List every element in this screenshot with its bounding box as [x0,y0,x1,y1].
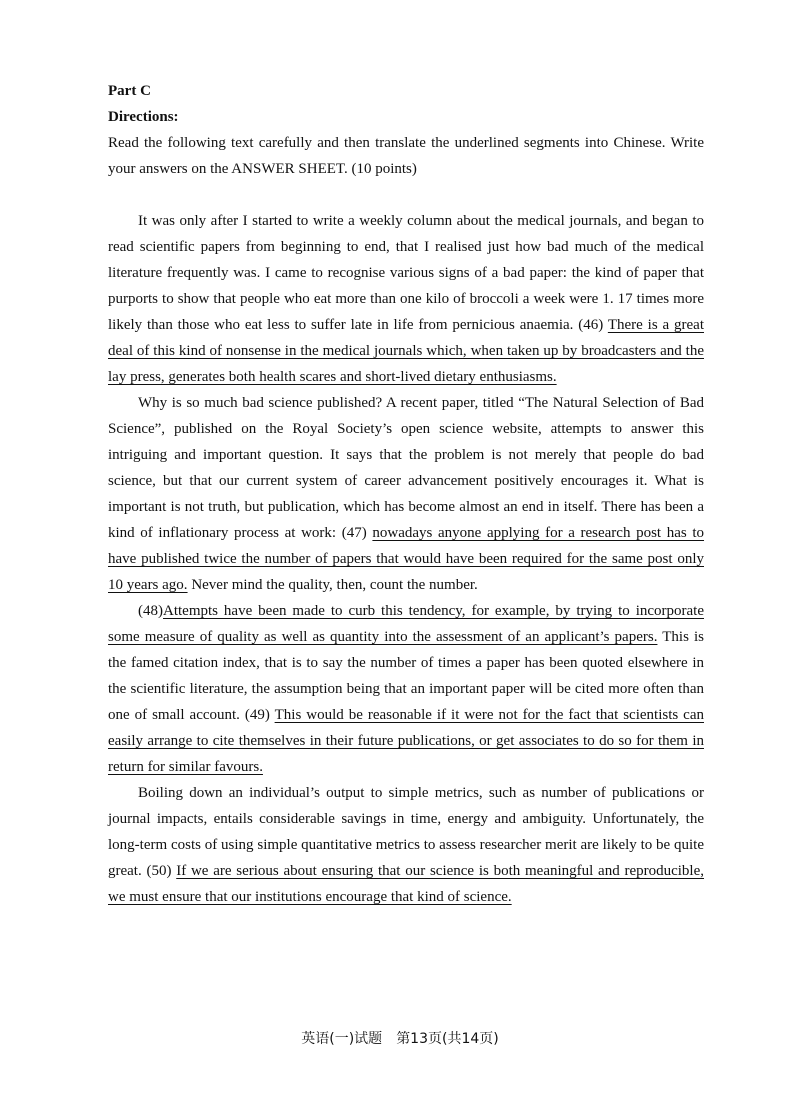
instructions: Read the following text carefully and then translate the underlined segments into Chinese. Write your answers on the ANSWER SHEET. (10 points) [108,135,704,177]
directions-label: Directions: [108,109,179,125]
question-number-48: (48) [138,603,163,619]
underlined-segment-48: Attempts have been made to curb this tendency, for example, by trying to incorporate some measure of quality as well as quantity into the assessment of an applicant’s papers. [108,603,704,645]
question-number-47: (47) [341,525,367,541]
paragraph-2 [108,390,704,598]
underlined-segment-50: If we are serious about ensuring that our science is both meaningful and reproducible, we must ensure that our institutions encourage that kind of science. [108,863,705,905]
paragraph-1 [108,208,704,390]
paragraph-text: This is the famed citation index, that is to say the number of times a paper has been quoted elsewhere in the scientific literature, the assumption being that an important paper will be cited more often than one of small account. [108,629,704,723]
paragraph-3 [108,598,704,780]
footer-page-number: 第13页(共14页) [396,1031,499,1047]
paragraph-text: Boiling down an individual’s output to simple metrics, such as number of publications or journal impacts, entails considerable savings in time, energy and ambiguity. Unfortunately, the long-term costs of using simple quantitative metrics to assess researcher merit are likely to be quite great. [108,785,704,879]
question-number-49: (49) [244,707,270,723]
underlined-segment-46: There is a great deal of this kind of nonsense in the medical journals which, when taken up by broadcasters and the lay press, generates both health scares and short-lived dietary enthusiasms. [108,317,704,385]
page-footer [0,1028,800,1048]
question-number-50: (50) [146,863,172,879]
paragraph-4 [108,780,704,910]
footer-subject: 英语(一)试题 [301,1031,383,1047]
underlined-segment-47: nowadays anyone applying for a research post has to have published twice the number of papers that would have been required for the same post only 10 years ago. [108,525,705,593]
exam-page [108,78,704,910]
paragraph-text: Why is so much bad science published? A recent paper, titled “The Natural Selection of Bad Science”, published on the Royal Society’s open science website, attempts to answer this intriguing and important question. It says that the problem is not merely that people do bad science, but that our current system of career advancement positively encourages it. What is important is not truth, but publication, which has become almost an end in itself. There has been a kind of inflationary process at work: [108,395,704,541]
paragraph-text: Never mind the quality, then, count the number. [191,577,478,593]
underlined-segment-49: This would be reasonable if it were not for the fact that scientists can easily arrange to cite themselves in their future publications, or get associates to do so for them in return for similar favours. [108,707,704,775]
part-title: Part C [108,83,151,99]
question-number-46: (46) [578,317,604,333]
paragraph-text: It was only after I started to write a weekly column about the medical journals, and began to read scientific papers from beginning to end, that I realised just how bad much of the medical literature frequently was. I came to recognise various signs of a bad paper: the kind of paper that purports to show that people who eat more than one kilo of broccoli a week were 1. 17 times more likely than those who eat less to suffer late in life from pernicious anaemia. [108,213,704,333]
